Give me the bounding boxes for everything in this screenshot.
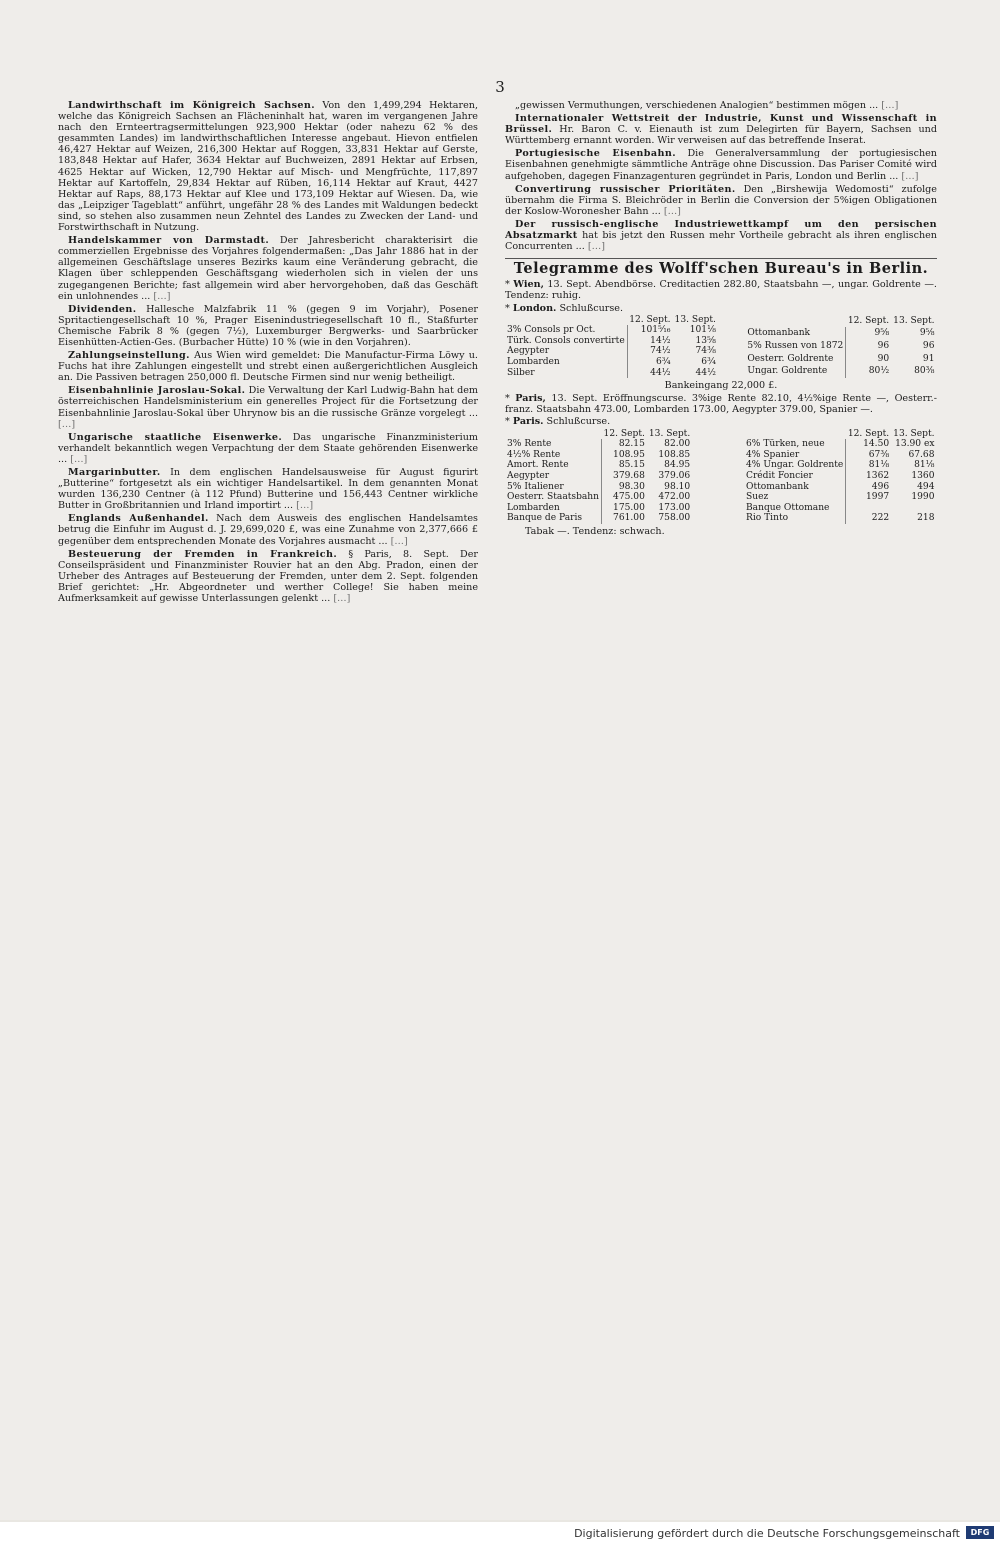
quote-row <box>505 471 692 482</box>
article-heading: Dividenden. <box>68 303 137 315</box>
quote-value: 80½ <box>868 366 890 377</box>
quote-value: 758.00 <box>658 513 691 524</box>
quote-row <box>744 492 937 503</box>
left_column-article <box>58 467 478 511</box>
illegible-gap-marker: […] <box>58 418 76 430</box>
quote-value: 175.00 <box>613 502 645 513</box>
left_column-article <box>58 350 478 383</box>
wien-text: 13. Sept. Abendbörse. Creditactien 282.80, Staatsbahn —, ungar. Goldrente —. Tendenz: ruhig. <box>505 279 937 302</box>
quote-name: Amort. Rente <box>505 460 602 471</box>
quote-value: 98.30 <box>618 481 645 492</box>
telegram-paris-close: * Paris. Schlußcurse. <box>505 416 611 428</box>
quote-name: 3% Consols pr Oct. <box>505 325 627 336</box>
quote-value: 475.00 <box>613 492 645 503</box>
quote-name: 4% Ungar. Goldrente <box>744 460 846 471</box>
quote-name: Ottomanbank <box>744 482 846 493</box>
quote-value: 222 <box>871 513 890 524</box>
article-heading: Zahlungseinstellung. <box>68 350 190 362</box>
article-text: Aus Wien wird gemeldet: Die Manufactur-Firma Löwy u. Fuchs hat ihre Zahlungen eingestellt und strebt einen außergerichtlichen Ausgleich an. Die Passiven betragen 250,000 fl. Deutsche Firmen sind nur wenig betheiligt. <box>58 350 478 384</box>
article-heading: Internationaler Wettstreit der Industrie, Kunst und Wissenschaft in Brüssel. <box>505 113 937 136</box>
quote-value: 108.95 <box>613 449 645 460</box>
quote-row <box>505 482 692 493</box>
article-text: „gewissen Vermuthungen, verschiedenen Analogien“ bestimmen mögen ... <box>515 100 879 111</box>
article-heading: Margarinbutter. <box>68 467 161 478</box>
quote-name: Rio Tinto <box>744 513 846 524</box>
city-paris-open: Paris, <box>515 393 546 405</box>
quote-value: 14½ <box>650 335 671 346</box>
quote-header-date: 13. Sept. <box>893 428 935 439</box>
quote-row <box>505 439 692 450</box>
quote-row <box>505 357 718 368</box>
article-heading: Convertirung russischer Prioritäten. <box>515 183 736 195</box>
quote-value: 379.06 <box>658 470 691 481</box>
quote-row <box>505 325 718 336</box>
dfg-logo: DFG <box>966 1526 994 1539</box>
quote-value: 81⅛ <box>914 460 935 471</box>
quote-value: 1362 <box>866 470 890 481</box>
quote-value: 379.68 <box>613 470 645 481</box>
london-label: Schlußcurse. <box>559 302 624 314</box>
paris-table-left <box>505 429 693 524</box>
article-heading: Portugiesische Eisenbahn. <box>515 148 677 160</box>
quote-name: Ungar. Goldrente <box>745 365 846 378</box>
quote-value: 84.95 <box>664 460 691 471</box>
quote-name: 5% Russen von 1872 <box>745 340 846 353</box>
paris-table-right <box>744 429 937 524</box>
quote-name: Lombarden <box>505 357 627 368</box>
telegram-wien: * Wien, 13. Sept. Abendbörse. Creditactien 282.80, Staatsbahn —, ungar. Goldrente —. Tendenz: ruhig. <box>505 279 937 302</box>
article-text: hat bis jetzt den Russen mehr Vortheile gebracht als ihren englischen Concurrenten ... <box>505 230 937 253</box>
quote-value: 44½ <box>695 367 716 378</box>
article-heading: Eisenbahnlinie Jaroslau-Sokal. <box>68 385 246 397</box>
telegram-section <box>505 260 937 537</box>
quote-value: 90 <box>877 353 890 364</box>
quote-header-date: 12. Sept. <box>847 428 890 439</box>
london-quote-tables <box>505 315 937 379</box>
quote-value: 44½ <box>650 367 671 378</box>
quote-value: 74⅜ <box>695 346 716 357</box>
left_column-article <box>58 304 478 348</box>
quote-value <box>891 503 936 514</box>
paris-open-text: 13. Sept. Eröffnungscurse. 3%ige Rente 82.10, 4½%ige Rente —, Oesterr.-franz. Staatsbahn 473.00, Lombarden 173.00, Aegypter 379.00, Spanier —. <box>505 393 937 416</box>
quote-row <box>505 503 692 514</box>
quote-header-date: 12. Sept. <box>629 314 671 325</box>
article-heading: Handelskammer von Darmstadt. <box>68 235 270 247</box>
telegram-paris-open: * Paris, 13. Sept. Eröffnungscurse. 3%ige Rente 82.10, 4½%ige Rente —, Oesterr.-franz. Staatsbahn 473.00, Lombarden 173.00, Aegypter 379.00, Spanier —. <box>505 393 937 416</box>
left_column-article <box>58 549 478 604</box>
article-text: Die Verwaltung der Karl Ludwig-Bahn hat dem österreichischen Handelsministerium ein generelles Project für die Fortsetzung der Eisenbahnlinie Jaroslau-Sokal über Uhrynow bis an die russische Gränze vorgelegt ... <box>58 385 478 419</box>
telegram-title: Telegramme des Wolff'schen Bureau's in Berlin. <box>513 260 929 278</box>
left_column-article <box>58 513 478 546</box>
quote-value: 1360 <box>911 470 935 481</box>
quote-name: Aegypter <box>505 471 602 482</box>
quote-row <box>744 513 937 524</box>
quote-row <box>744 482 937 493</box>
quote-row <box>505 513 692 524</box>
quote-name: Türk. Consols convertirte <box>505 336 627 347</box>
quote-value: 6¾ <box>701 356 716 367</box>
quote-value: 13.90 ex <box>895 439 935 450</box>
quote-row <box>505 460 692 471</box>
quote-row <box>744 471 937 482</box>
quote-row <box>745 340 936 353</box>
quote-value: 85.15 <box>618 460 645 471</box>
quote-row <box>744 503 937 514</box>
quote-row <box>744 439 937 450</box>
quote-row <box>745 365 936 378</box>
quote-name: Lombarden <box>505 503 602 514</box>
illegible-gap-marker: […] <box>333 593 351 605</box>
london-table-right <box>745 315 937 379</box>
article-text: Das ungarische Finanzministerium verhandelt bekanntlich wegen Verpachtung der dem Staate gehörenden Eisenwerke ... <box>58 431 478 465</box>
article-heading: Besteuerung der Fremden in Frankreich. <box>68 548 338 560</box>
illegible-gap-marker: […] <box>390 535 408 547</box>
quote-value: 761.00 <box>613 513 645 524</box>
right_column-article <box>505 184 937 217</box>
quote-value: 80⅜ <box>914 366 935 377</box>
quote-name: 5% Italiener <box>505 482 602 493</box>
quote-name: Oesterr. Goldrente <box>745 353 846 366</box>
quote-value: 74½ <box>650 346 671 357</box>
quote-value: 101⁵⁄₁₆ <box>640 325 671 336</box>
quote-value: 81⅛ <box>868 460 890 471</box>
quote-value: 96 <box>877 341 890 352</box>
right-column <box>505 100 937 1516</box>
left_column-article <box>58 235 478 302</box>
article-text: In dem englischen Handelsausweise für August figurirt „Butterine“ fortgesetzt als ein wichtiger Handelsartikel. In dem genannten Monat wurden 136,230 Centner (à 112 Pfund) Butterine und 156,443 Centner wirkliche Butter in Großbritannien und Irland importirt ... <box>58 467 478 512</box>
quote-value: 14.50 <box>863 439 890 450</box>
quote-row <box>505 450 692 461</box>
quote-header-spacer <box>505 315 627 326</box>
quote-name: Banque de Paris <box>505 513 602 524</box>
london-bankeingang: Bankeingang 22,000 £. <box>664 380 778 392</box>
quote-row <box>745 353 936 366</box>
footer-bar <box>0 1522 1000 1544</box>
article-text: Hallesche Malzfabrik 11 % (gegen 9 im Vorjahr), Posener Spritactiengesellschaft 10 %, Prager Eisenindustriegesellschaft 10 fl., Staßfurter Chemische Fabrik 8 % (gegen 7½), Luxemburger Bergwerks- und Saarbrücker Eisenhütten-Actien-Ges. (Burbacher Hütte) 10 % (wie in den Vorjahren). <box>58 303 478 348</box>
quote-header-row <box>505 315 718 326</box>
quote-row <box>744 450 937 461</box>
quote-value: 67.68 <box>908 449 935 460</box>
illegible-gap-marker: […] <box>587 241 605 253</box>
right_column-article <box>505 100 937 111</box>
quote-value: 101⅛ <box>689 325 716 336</box>
quote-value: 218 <box>917 513 935 524</box>
city-wien: Wien, <box>513 279 544 291</box>
quote-value: 91 <box>922 353 935 364</box>
right_column-article <box>505 113 937 146</box>
article-text: Nach dem Ausweis des englischen Handelsamtes betrug die Einfuhr im August d. J. 29,699,020 £, was eine Zunahme von 2,377,666 £ gegenüber dem entsprechenden Monate des Vorjahres ausmacht ... <box>58 513 478 547</box>
paris-close-label: Schlußcurse. <box>546 416 611 428</box>
quote-value: 1997 <box>866 492 890 503</box>
quote-value: 82.00 <box>664 439 691 450</box>
quote-name: 4½% Rente <box>505 450 602 461</box>
article-text: Den „Birshewija Wedomosti“ zufolge übernahm die Firma S. Bleichröder in Berlin die Conversion der 5%igen Obligationen der Koslow-Woronesher Bahn ... <box>505 183 937 217</box>
quote-header-row <box>505 429 692 440</box>
telegram-separator <box>505 258 937 259</box>
illegible-gap-marker: […] <box>70 453 88 465</box>
quote-name: Banque Ottomane <box>744 503 846 514</box>
quote-name: Crédit Foncier <box>744 471 846 482</box>
left_column-article <box>58 432 478 465</box>
quote-header-date: 13. Sept. <box>674 314 716 325</box>
quote-value: 96 <box>922 341 935 352</box>
quote-value: 6¾ <box>655 356 671 367</box>
article-heading: Ungarische staatliche Eisenwerke. <box>68 431 283 443</box>
quote-header-date: 12. Sept. <box>603 428 645 439</box>
illegible-gap-marker: […] <box>881 100 899 111</box>
left_column-article <box>58 385 478 429</box>
quote-value: 98.10 <box>664 481 691 492</box>
quote-row <box>505 346 718 357</box>
city-paris-close: Paris. <box>512 416 544 428</box>
paris-quote-tables <box>505 429 937 524</box>
quote-name: Oesterr. Staatsbahn <box>505 492 602 503</box>
quote-header-date: 12. Sept. <box>847 315 890 326</box>
quote-header-spacer <box>745 315 846 328</box>
quote-value: 67⅜ <box>868 449 890 460</box>
quote-name: 3% Rente <box>505 439 602 450</box>
quote-header-row <box>744 429 937 440</box>
left-column <box>58 100 478 1516</box>
quote-header-spacer <box>505 429 602 440</box>
right_column-article <box>505 219 937 252</box>
quote-value: 173.00 <box>658 502 691 513</box>
quote-name: 6% Türken, neue <box>744 439 846 450</box>
left_column-article <box>58 100 478 233</box>
quote-header-date: 13. Sept. <box>893 315 935 326</box>
quote-header-row <box>745 315 936 328</box>
right-articles <box>505 100 937 252</box>
article-heading: Englands Außenhandel. <box>68 513 209 525</box>
quote-header-date: 13. Sept. <box>648 428 691 439</box>
illegible-gap-marker: […] <box>296 500 314 512</box>
quote-value: 472.00 <box>658 492 691 503</box>
quote-row <box>505 492 692 503</box>
telegram-london: * London. Schlußcurse. <box>505 302 624 314</box>
quote-value: 494 <box>917 481 935 492</box>
quote-name: Aegypter <box>505 346 627 357</box>
quote-value: 496 <box>871 481 890 492</box>
article-heading: Landwirthschaft im Königreich Sachsen. <box>68 100 316 111</box>
city-london: London. <box>512 302 557 314</box>
article-text: Die Generalversammlung der portugiesischen Eisenbahnen genehmigte sämmtliche Anträge ohne Discussion. Das Pariser Comité wird aufgehoben, dagegen Finanzagenturen gegründet in Paris, London und Berlin ... <box>505 148 937 182</box>
quote-value <box>846 503 891 514</box>
quote-header-spacer <box>744 429 846 440</box>
page-number: 3 <box>495 78 505 96</box>
quote-name: Suez <box>744 492 846 503</box>
article-heading: Der russisch-englische Industriewettkampf um den persischen Absatzmarkt <box>505 218 937 242</box>
illegible-gap-marker: […] <box>663 205 681 217</box>
quote-value: 1990 <box>911 492 935 503</box>
quote-value: 9⁵⁄₈ <box>919 328 935 339</box>
london-table-left <box>505 315 718 379</box>
quote-name: Ottomanbank <box>745 327 846 340</box>
paris-tendenz: Tabak —. Tendenz: schwach. <box>525 525 665 537</box>
quote-name: 4% Spanier <box>744 450 846 461</box>
footer-credit: Digitalisierung gefördert durch die Deutsche Forschungsgemeinschaft <box>574 1527 960 1540</box>
article-text: § Paris, 8. Sept. Der Conseilspräsident und Finanzminister Rouvier hat an den Abg. Pradon, einen der Urheber des Antrages auf Besteuerung der Fremden, unter dem 2. Sept. folgenden Brief gerichtet: „Hr. Abgeordneter und werther College! Sie haben meine Aufmerksamkeit auf gewisse Unterlassungen gelenkt ... <box>58 548 478 605</box>
right_column-article <box>505 148 937 181</box>
quote-value: 9⁵⁄₈ <box>874 328 890 339</box>
quote-name: Silber <box>505 368 627 379</box>
quote-value: 13⁵⁄₈ <box>695 335 716 346</box>
quote-value: 82.15 <box>618 439 645 450</box>
illegible-gap-marker: […] <box>153 290 171 302</box>
quote-row <box>505 368 718 379</box>
quote-row <box>505 336 718 347</box>
article-text: Der Jahresbericht charakterisirt die commerziellen Ergebnisse des Vorjahres folgendermaßen: „Das Jahr 1886 hat in der allgemeinen Geschäftslage unseres Bezirks kaum eine Veränderung gebracht, die Klagen über schleppenden Geschäftsgang wiederholen sich in vielen der uns zugegangenen Berichte; fast allgemein wird aber hervorgehoben, daß das Geschäft ein unlohnendes ... <box>58 235 478 302</box>
article-text: Hr. Baron C. v. Eienauth ist zum Delegirten für Bayern, Sachsen und Württemberg ernannt worden. Wir verweisen auf das betreffende Inserat. <box>505 124 937 147</box>
illegible-gap-marker: […] <box>901 170 919 182</box>
quote-value: 108.85 <box>658 449 691 460</box>
quote-row <box>745 327 936 340</box>
article-text: Von den 1,499,294 Hektaren, welche das Königreich Sachsen an Flächeninhalt hat, waren im vergangenen Jahre nach den Ernteertragsermittelungen 923,900 Hektar (oder nahezu 62 % des gesammten Landes) im landwirthschaftlichen Interesse angebaut. Hievon entfielen 46,427 Hektar auf Weizen, 216,300 Hektar auf Roggen, 33,831 Hektar auf Gerste, 183,848 Hektar auf Hafer, 3634 Hektar auf Buchweizen, 2891 Hektar auf Erbsen, 4625 Hektar auf Wicken, 12,790 Hektar auf Misch- und Mengfrüchte, 117,897 Hektar auf Kartoffeln, 29,834 Hektar auf Rüben, 16,114 Hektar auf Kraut, 4427 Hektar auf Raps, 88,173 Hektar auf Klee und 173,109 Hektar auf Wiesen. Da, wie das „Leipziger Tageblatt“ anführt, ungefähr 28 % des Landes mit Waldungen bedeckt sind, so stehen also zusammen neun Zehntel des Landes zu Zwecken der Land- und Forstwirthschaft in Nutzung. <box>58 100 478 234</box>
quote-row <box>744 460 937 471</box>
